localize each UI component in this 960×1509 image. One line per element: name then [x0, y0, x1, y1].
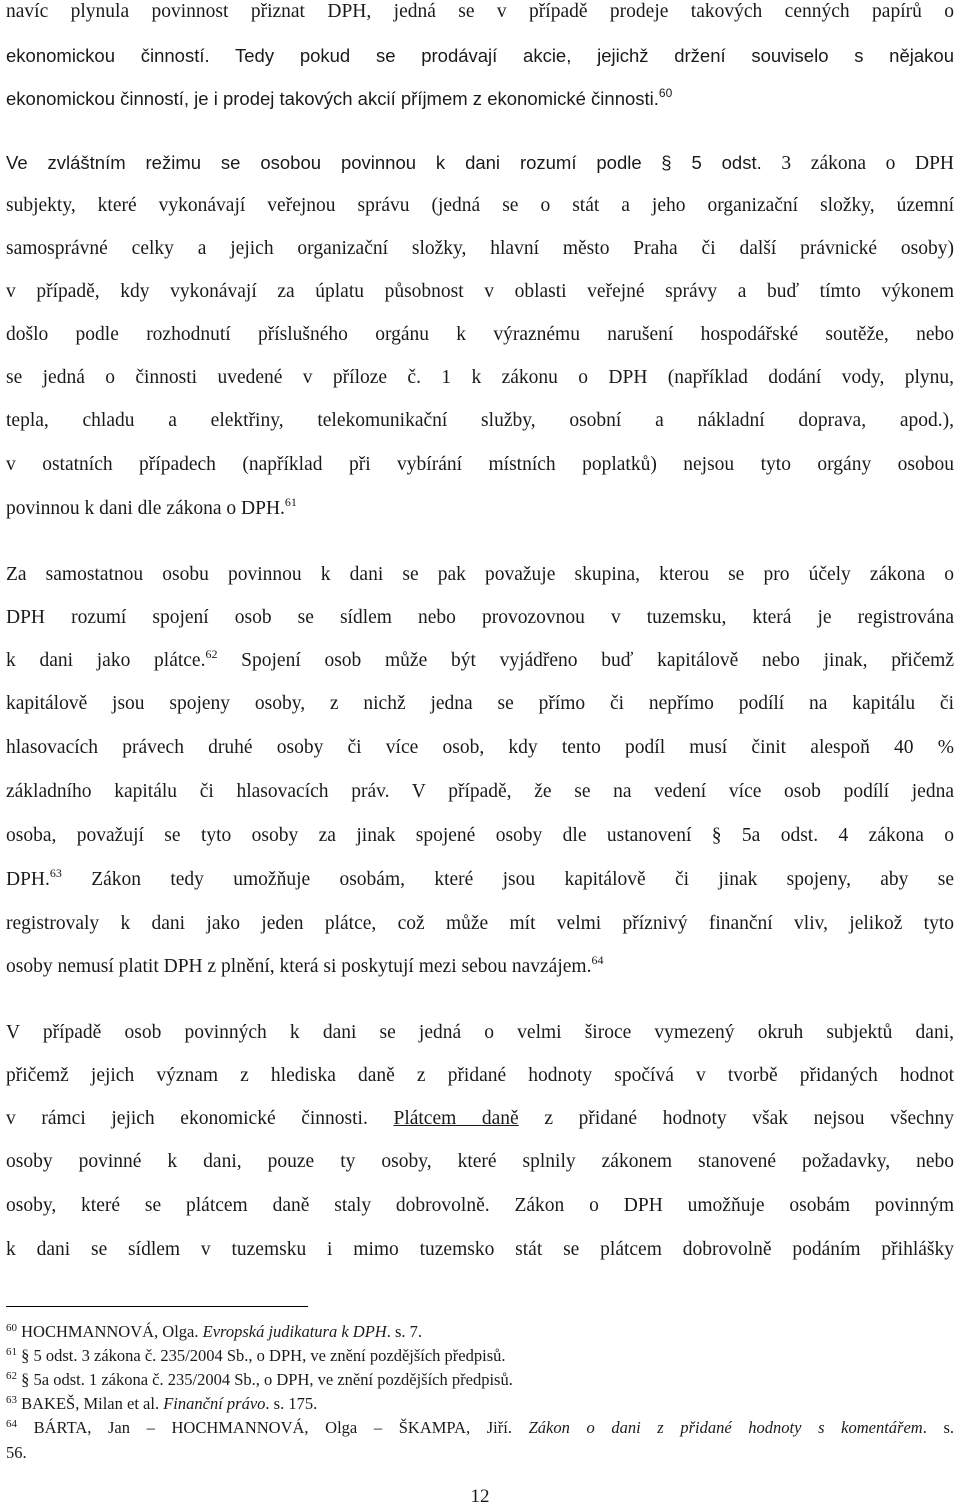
footnote-separator	[6, 1306, 308, 1307]
paragraph-4-line-1: V případě osob povinných k dani se jedná o velmi široce vymezený okruh subjektů dani,	[6, 1022, 954, 1043]
paragraph-3-line-8: DPH.$^{63}$ Zákon tedy umožňuje osobám, které jsou kapitálově či jinak spojeny, aby se	[6, 866, 954, 890]
paragraph-2-line-1: Ve zvláštním režimu se osobou povinnou k dani rozumí podle § 5 odst. 3 zákona o DPH	[6, 152, 955, 174]
paragraph-4-line-4: osoby povinné k dani, pouze ty osoby, které splnily zákonem stanovené požadavky, nebo	[6, 1151, 954, 1172]
footnote-ref-60: 60	[658, 86, 673, 100]
paragraph-2-line-9: povinnou k dani dle zákona o DPH.$^{61}$	[6, 495, 297, 519]
paragraph-2-line-2: subjekty, které vykonávají veřejnou správu (jedná se o stát a jeho organizační složky, územní	[6, 195, 954, 216]
paragraph-3-line-1: Za samostatnou osobu povinnou k dani se pak považuje skupina, kterou se pro účely zákona o	[6, 564, 954, 585]
paragraph-4-line-3: v rámci jejich ekonomické činnosti. Plátcem daně z přidané hodnoty však nejsou všechny	[6, 1108, 955, 1129]
paragraph-3-line-3: k dani jako plátce.$^{62}$ Spojení osob může být vyjádřeno buď kapitálově nebo jinak, přičemž	[6, 647, 954, 671]
paragraph-3-line-9: registrovaly k dani jako jeden plátce, což může mít velmi příznivý finanční vliv, jelikož tyto	[6, 913, 954, 934]
page-number: 12	[470, 1486, 490, 1507]
paragraph-3-line-4: kapitálově jsou spojeny osoby, z nichž jedna se přímo či nepřímo podílí na kapitálu či	[6, 693, 954, 714]
footnote-ref-64: 64	[591, 953, 604, 967]
footnote-61: $^{61}$ § 5 odst. 3 zákona č. 235/2004 Sb., o DPH, ve znění pozdějších předpisů.	[6, 1346, 506, 1365]
paragraph-3-line-6: základního kapitálu či hlasovacích práv. V případě, že se na vedení více osob podílí jedna	[6, 781, 954, 802]
paragraph-2-line-7: tepla, chladu a elektřiny, telekomunikační služby, osobní a nákladní doprava, apod.),	[6, 410, 954, 431]
paragraph-1-line-3: ekonomickou činností, je i prodej takových akcií příjmem z ekonomické činnosti.$^{60}$	[6, 86, 673, 109]
paragraph-2-line-3: samosprávné celky a jejich organizační složky, hlavní město Praha či další právnické osoby)	[6, 238, 954, 259]
footnote-ref-61: 61	[284, 495, 297, 509]
footnote-ref-63: 63	[49, 866, 62, 880]
paragraph-4-line-6: k dani se sídlem v tuzemsku i mimo tuzemsko stát se plátcem dobrovolně podáním přihlášky	[6, 1239, 954, 1260]
paragraph-2-line-4: v případě, kdy vykonávají za úplatu působnost v oblasti veřejné správy a buď tímto výkonem	[6, 281, 954, 302]
footnote-ref-62: 62	[205, 647, 218, 661]
footnote-62: $^{62}$ § 5a odst. 1 zákona č. 235/2004 Sb., o DPH, ve znění pozdějších předpisů.	[6, 1370, 513, 1389]
footnote-64-continuation: 56.	[6, 1443, 27, 1462]
paragraph-3-line-10: osoby nemusí platit DPH z plnění, která si poskytují mezi sebou navzájem.$^{64}$	[6, 953, 604, 977]
footnote-60: $^{60}$ HOCHMANNOVÁ, Olga. Evropská judikatura k DPH. s. 7.	[6, 1322, 422, 1341]
paragraph-2-line-8: v ostatních případech (například při vybírání místních poplatků) nejsou tyto orgány osobou	[6, 454, 954, 475]
footnote-64: $^{64}$ BÁRTA, Jan – HOCHMANNOVÁ, Olga – ŠKAMPA, Jiří. Zákon o dani z přidané hodnoty s komentářem. s.	[6, 1418, 955, 1437]
footnote-63: $^{63}$ BAKEŠ, Milan et al. Finanční právo. s. 175.	[6, 1394, 318, 1413]
paragraph-4-line-5: osoby, které se plátcem daně staly dobrovolně. Zákon o DPH umožňuje osobám povinným	[6, 1195, 954, 1216]
paragraph-4-line-2: přičemž jejich význam z hlediska daně z přidané hodnoty spočívá v tvorbě přidaných hodnot	[6, 1065, 954, 1086]
paragraph-1-line-1: navíc plynula povinnost přiznat DPH, jedná se v případě prodeje takových cenných papírů o	[6, 1, 954, 22]
paragraph-2-line-5: došlo podle rozhodnutí příslušného orgánu k výraznému narušení hospodářské soutěže, nebo	[6, 324, 954, 345]
paragraph-3-line-2: DPH rozumí spojení osob se sídlem nebo provozovnou v tuzemsku, která je registrována	[6, 607, 954, 628]
paragraph-2-line-6: se jedná o činnosti uvedené v příloze č. 1 k zákonu o DPH (například dodání vody, plynu,	[6, 367, 954, 388]
platce-dane-link[interactable]: Plátcem daně	[393, 1108, 519, 1129]
paragraph-3-line-7: osoba, považují se tyto osoby za jinak spojené osoby dle ustanovení § 5a odst. 4 zákona o	[6, 825, 954, 846]
paragraph-3-line-5: hlasovacích právech druhé osoby či více osob, kdy tento podíl musí činit alespoň 40 %	[6, 737, 954, 758]
paragraph-1-line-2: ekonomickou činností. Tedy pokud se prodávají akcie, jejichž držení souviselo s nějakou	[6, 45, 954, 66]
